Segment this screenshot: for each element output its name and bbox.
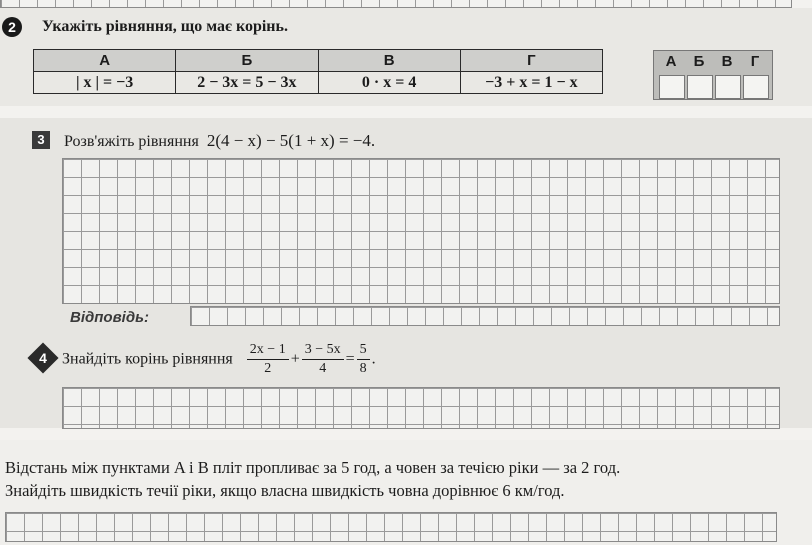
q2-answer-cell-b[interactable]: [687, 75, 713, 99]
q4-plus-sign: +: [290, 350, 300, 368]
q2-option-d: −3 + x = 1 − x: [460, 72, 602, 94]
q5-text-line-1: Відстань між пунктами A і B пліт пропливає за 5 год, а човен за течією ріки — за 2 год.: [5, 458, 621, 477]
q3-answer-label: Відповідь:: [70, 309, 149, 326]
q3-equation: 2(4 − x) − 5(1 + x) = −4.: [206, 131, 376, 150]
q2-answer-cell-a[interactable]: [659, 75, 685, 99]
q4-equals-sign: =: [345, 350, 355, 368]
top-answer-grid: [0, 0, 792, 8]
q4-solution-grid[interactable]: [62, 387, 780, 429]
q4-period: .: [371, 350, 376, 368]
q2-header-c: В: [318, 50, 460, 72]
q2-number-badge: 2: [2, 17, 22, 37]
q2-header-b: Б: [176, 50, 318, 72]
q2-answer-label-d: Г: [750, 53, 760, 70]
q2-option-b: 2 − 3x = 5 − 3x: [176, 72, 318, 94]
q2-answer-cell-c[interactable]: [715, 75, 741, 99]
q3-number-badge: 3: [32, 131, 50, 149]
q2-option-a: | x | = −3: [34, 72, 176, 94]
q4-question-text: [62, 341, 376, 378]
q2-answer-cell-d[interactable]: [743, 75, 769, 99]
q2-answer-box: [653, 50, 773, 100]
q3-question-text: [64, 131, 375, 151]
q2-options-table: [33, 49, 603, 94]
q3-answer-grid[interactable]: [190, 306, 780, 326]
q2-answer-label-c: В: [721, 53, 733, 70]
q4-text: Знайдіть корінь рівняння: [62, 350, 233, 368]
q4-fraction-3: $\frac{5}{8}$: [357, 341, 370, 378]
q2-header-a: А: [34, 50, 176, 72]
q2-answer-label-a: А: [665, 53, 677, 70]
q3-solution-grid[interactable]: [62, 158, 780, 304]
q5-text-line-2: Знайдіть швидкість течії ріки, якщо власна швидкість човна дорівнює 6 км/год.: [5, 481, 565, 500]
q4-number-badge: 4: [39, 350, 47, 366]
q2-option-c: 0 · x = 4: [318, 72, 460, 94]
q3-text: Розв'яжіть рівняння: [64, 133, 199, 150]
q2-answer-label-b: Б: [693, 53, 705, 70]
q4-fraction-2: $\frac{3 - 5x}{4}$: [302, 341, 344, 378]
q2-question-text: Укажіть рівняння, що має корінь.: [42, 18, 288, 35]
q2-header-d: Г: [460, 50, 602, 72]
q4-fraction-1: $\frac{2x - 1}{2}$: [247, 341, 289, 378]
q5-solution-grid[interactable]: [5, 512, 777, 542]
